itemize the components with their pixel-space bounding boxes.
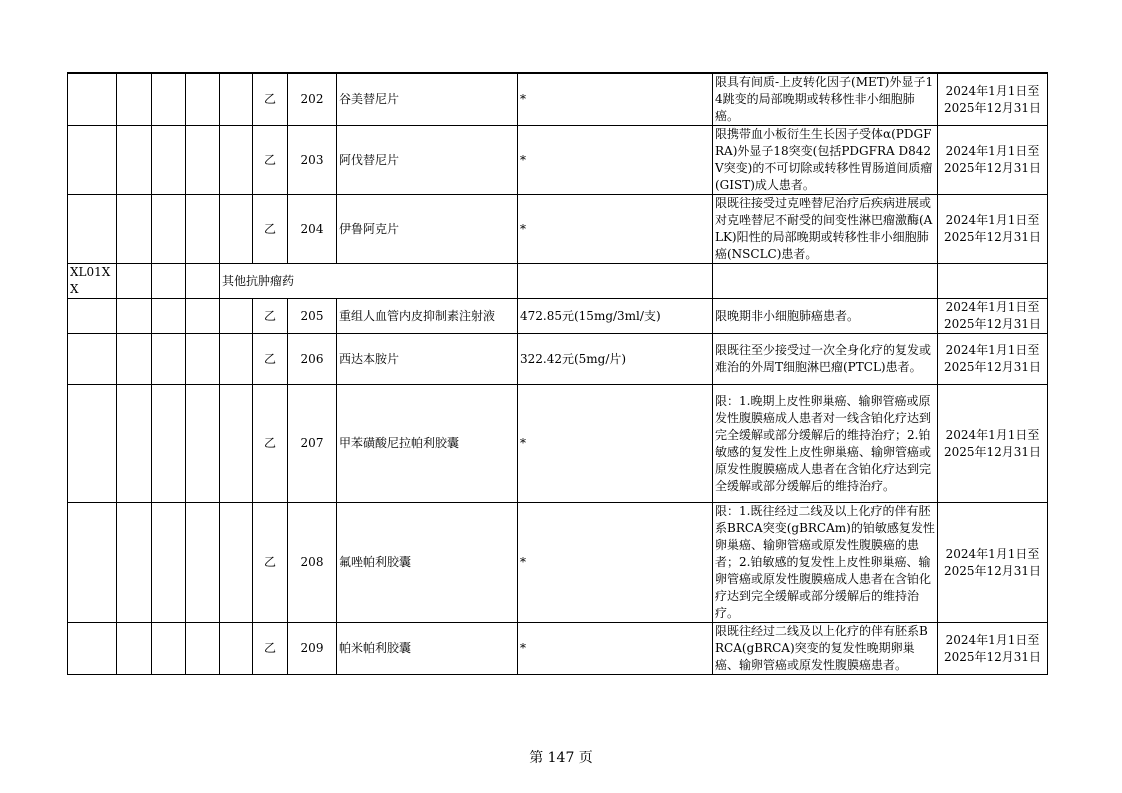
table-row bbox=[68, 623, 1048, 675]
price-cell: * bbox=[518, 126, 713, 195]
empty-cell bbox=[186, 385, 220, 503]
empty-cell bbox=[938, 264, 1048, 299]
table-row bbox=[68, 385, 1048, 503]
drug-name-cell: 重组人血管内皮抑制素注射液 bbox=[337, 299, 518, 334]
empty-cell bbox=[186, 503, 220, 623]
period-cell bbox=[938, 385, 1048, 503]
number-cell: 209 bbox=[288, 623, 337, 675]
empty-cell bbox=[186, 73, 220, 126]
limit-cell: 限：1.晚期上皮性卵巢癌、输卵管癌或原发性腹膜癌成人患者对一线含铂化疗达到完全缓解或部分缓解后的维持治疗；2.铂敏感的复发性上皮性卵巢癌、输卵管癌或原发性腹膜癌成人患者在含铂化疗达到完全缓解或部分缓解后的维持治疗。 bbox=[713, 385, 938, 503]
empty-cell bbox=[186, 195, 220, 264]
empty-cell bbox=[117, 503, 152, 623]
empty-cell bbox=[186, 334, 220, 385]
price-cell: * bbox=[518, 195, 713, 264]
period-cell bbox=[938, 334, 1048, 385]
code-cell bbox=[68, 195, 117, 264]
empty-cell bbox=[186, 299, 220, 334]
class-cell: 乙 bbox=[253, 195, 288, 264]
table-row bbox=[68, 503, 1048, 623]
category-cell bbox=[220, 126, 253, 195]
period-text: 2024年1月1日至 2025年12月31日 bbox=[943, 632, 1042, 664]
number-cell: 208 bbox=[288, 503, 337, 623]
limit-cell: 限既往至少接受过一次全身化疗的复发或难治的外周T细胞淋巴瘤(PTCL)患者。 bbox=[713, 334, 938, 385]
empty-cell bbox=[713, 264, 938, 299]
number-cell: 205 bbox=[288, 299, 337, 334]
code-cell bbox=[68, 623, 117, 675]
limit-cell: 限既往接受过克唑替尼治疗后疾病进展或对克唑替尼不耐受的间变性淋巴瘤激酶(ALK)阳性的局部晚期或转移性非小细胞肺癌(NSCLC)患者。 bbox=[713, 195, 938, 264]
period-text: 2024年1月1日至 2025年12月31日 bbox=[943, 546, 1042, 578]
price-cell: * bbox=[518, 385, 713, 503]
drug-name-cell: 阿伐替尼片 bbox=[337, 126, 518, 195]
category-cell bbox=[220, 299, 253, 334]
code-cell bbox=[68, 334, 117, 385]
empty-cell bbox=[117, 623, 152, 675]
category-cell bbox=[220, 195, 253, 264]
empty-cell bbox=[518, 264, 713, 299]
class-cell: 乙 bbox=[253, 503, 288, 623]
empty-cell bbox=[117, 264, 152, 299]
table-row bbox=[68, 195, 1048, 264]
category-cell bbox=[220, 334, 253, 385]
code-cell bbox=[68, 385, 117, 503]
category-cell bbox=[220, 73, 253, 126]
period-cell bbox=[938, 503, 1048, 623]
empty-cell bbox=[152, 264, 186, 299]
drug-list-table bbox=[67, 72, 1048, 675]
empty-cell bbox=[186, 126, 220, 195]
empty-cell bbox=[152, 623, 186, 675]
period-cell bbox=[938, 73, 1048, 126]
price-cell: * bbox=[518, 503, 713, 623]
class-cell: 乙 bbox=[253, 73, 288, 126]
category-cell bbox=[220, 503, 253, 623]
period-cell bbox=[938, 195, 1048, 264]
limit-cell: 限：1.既往经过二线及以上化疗的伴有胚系BRCA突变(gBRCAm)的铂敏感复发性卵巢癌、输卵管癌或原发性腹膜癌的患者；2.铂敏感的复发性上皮性卵巢癌、输卵管癌或原发性腹膜癌成人患者在含铂化疗达到完全缓解或部分缓解后的维持治疗。 bbox=[713, 503, 938, 623]
period-text: 2024年1月1日至 2025年12月31日 bbox=[943, 83, 1042, 115]
class-cell: 乙 bbox=[253, 623, 288, 675]
category-cell bbox=[220, 623, 253, 675]
empty-cell bbox=[186, 264, 220, 299]
drug-name-cell: 氟唑帕利胶囊 bbox=[337, 503, 518, 623]
empty-cell bbox=[117, 126, 152, 195]
table-row bbox=[68, 73, 1048, 126]
empty-cell bbox=[152, 73, 186, 126]
empty-cell bbox=[117, 195, 152, 264]
period-text: 2024年1月1日至 2025年12月31日 bbox=[943, 213, 1042, 244]
empty-cell bbox=[117, 334, 152, 385]
period-cell bbox=[938, 299, 1048, 334]
class-cell: 乙 bbox=[253, 299, 288, 334]
limit-cell: 限携带血小板衍生生长因子受体α(PDGFRA)外显子18突变(包括PDGFRA D842V突变)的不可切除或转移性胃肠道间质瘤(GIST)成人患者。 bbox=[713, 126, 938, 195]
drug-name-cell: 帕米帕利胶囊 bbox=[337, 623, 518, 675]
drug-name-cell: 西达本胺片 bbox=[337, 334, 518, 385]
empty-cell bbox=[117, 299, 152, 334]
period-cell bbox=[938, 126, 1048, 195]
table-row bbox=[68, 299, 1048, 334]
category-row bbox=[68, 264, 1048, 299]
empty-cell bbox=[186, 623, 220, 675]
period-text: 2024年1月1日至 2025年12月31日 bbox=[943, 144, 1042, 175]
price-cell: * bbox=[518, 623, 713, 675]
empty-cell bbox=[117, 73, 152, 126]
period-cell bbox=[938, 623, 1048, 675]
price-cell: 322.42元(5mg/片) bbox=[518, 334, 713, 385]
empty-cell bbox=[117, 385, 152, 503]
limit-cell: 限具有间质-上皮转化因子(MET)外显子14跳变的局部晚期或转移性非小细胞肺癌。 bbox=[713, 73, 938, 126]
empty-cell bbox=[152, 299, 186, 334]
empty-cell bbox=[152, 385, 186, 503]
page-number: 第 147 页 bbox=[529, 750, 593, 766]
drug-name-cell: 谷美替尼片 bbox=[337, 73, 518, 126]
limit-cell: 限晚期非小细胞肺癌患者。 bbox=[713, 299, 938, 334]
table-row bbox=[68, 126, 1048, 195]
empty-cell bbox=[152, 126, 186, 195]
number-cell: 202 bbox=[288, 73, 337, 126]
price-cell: * bbox=[518, 73, 713, 126]
number-cell: 203 bbox=[288, 126, 337, 195]
number-cell: 206 bbox=[288, 334, 337, 385]
drug-name-cell: 伊鲁阿克片 bbox=[337, 195, 518, 264]
period-text: 2024年1月1日至 2025年12月31日 bbox=[943, 343, 1042, 374]
code-cell bbox=[68, 73, 117, 126]
code-cell bbox=[68, 126, 117, 195]
code-cell bbox=[68, 299, 117, 334]
empty-cell bbox=[152, 334, 186, 385]
period-text: 2024年1月1日至 2025年12月31日 bbox=[943, 427, 1042, 459]
category-cell bbox=[220, 385, 253, 503]
code-cell bbox=[68, 503, 117, 623]
period-text: 2024年1月1日至 2025年12月31日 bbox=[943, 300, 1042, 331]
number-cell: 204 bbox=[288, 195, 337, 264]
class-cell: 乙 bbox=[253, 126, 288, 195]
empty-cell bbox=[152, 195, 186, 264]
drug-name-cell: 甲苯磺酸尼拉帕利胶囊 bbox=[337, 385, 518, 503]
class-cell: 乙 bbox=[253, 385, 288, 503]
code-cell: XL01XX bbox=[68, 264, 117, 299]
class-cell: 乙 bbox=[253, 334, 288, 385]
number-cell: 207 bbox=[288, 385, 337, 503]
empty-cell bbox=[152, 503, 186, 623]
limit-cell: 限既往经过二线及以上化疗的伴有胚系BRCA(gBRCA)突变的复发性晚期卵巢癌、输卵管癌或原发性腹膜癌患者。 bbox=[713, 623, 938, 675]
table-row bbox=[68, 334, 1048, 385]
category-cell: 其他抗肿瘤药 bbox=[220, 264, 518, 299]
price-cell: 472.85元(15mg/3ml/支) bbox=[518, 299, 713, 334]
